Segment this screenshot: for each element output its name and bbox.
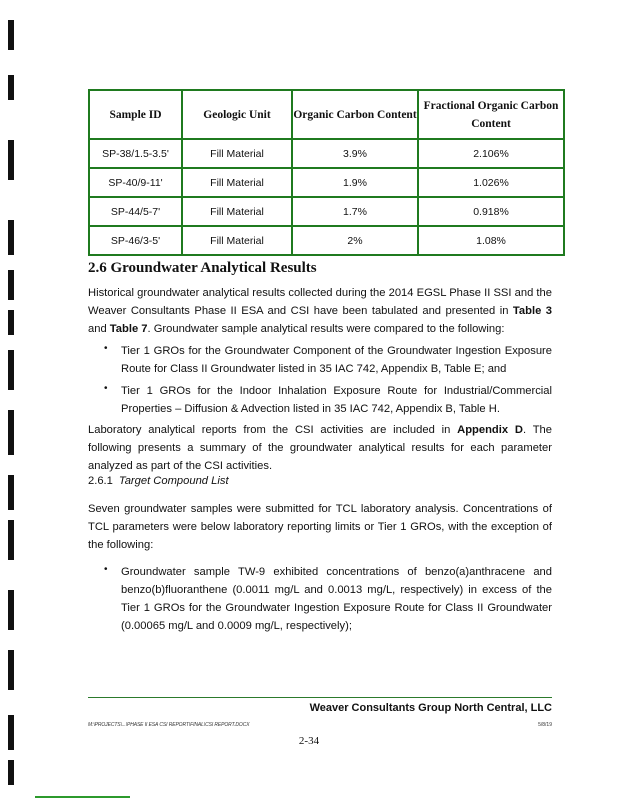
- paragraph-intro: [88, 284, 552, 338]
- cell: 2%: [292, 226, 418, 255]
- scan-mark: [8, 760, 14, 785]
- col-header: Organic Carbon Content: [292, 90, 418, 139]
- bullet-icon: •: [104, 343, 108, 354]
- cell: Fill Material: [182, 226, 292, 255]
- scan-mark: [8, 140, 14, 180]
- cell: SP-40/9-11': [89, 168, 182, 197]
- appendix-ref: Appendix D: [457, 424, 523, 436]
- col-header: Fractional Organic Carbon Content: [418, 90, 564, 139]
- paragraph-tcl: Seven groundwater samples were submitted for TCL laboratory analysis. Concentrations of TCL parameters were below laboratory reporting limits or Tier 1 GROs, with the exception of the following:: [88, 503, 552, 551]
- cell: 2.106%: [418, 139, 564, 168]
- cell: 0.918%: [418, 197, 564, 226]
- scan-mark: [8, 220, 14, 255]
- table-row: [89, 226, 564, 255]
- cell: 1.08%: [418, 226, 564, 255]
- cell: 1.026%: [418, 168, 564, 197]
- text: . The following presents a summary of the groundwater analytical results for each parameter analyzed as part of the CSI activities.: [88, 424, 552, 472]
- scan-edge-line: [35, 796, 130, 798]
- table-header-row: [89, 90, 564, 139]
- scan-mark: [8, 350, 14, 390]
- scan-mark: [8, 310, 14, 335]
- cell: Fill Material: [182, 168, 292, 197]
- text: . Groundwater sample analytical results were compared to the following:: [147, 323, 505, 335]
- scan-mark: [8, 270, 14, 300]
- footer-divider: [88, 697, 552, 698]
- col-header: Sample ID: [89, 90, 182, 139]
- cell: SP-44/5-7': [89, 197, 182, 226]
- footer-company: Weaver Consultants Group North Central, LLC: [309, 702, 552, 714]
- scan-mark: [8, 520, 14, 560]
- bullet-icon: •: [104, 383, 108, 394]
- cell: Fill Material: [182, 197, 292, 226]
- list-item: Tier 1 GROs for the Groundwater Component of the Groundwater Ingestion Exposure Route for Class II Groundwater listed in 35 IAC 742, Appendix B, Table E; and: [121, 345, 552, 375]
- bullet-icon: •: [104, 564, 108, 575]
- subsection-number: 2.6.1: [88, 475, 113, 487]
- footer-file-path: M:\PROJECTS\...\PHASE II ESA CSI REPORT\FINAL\CSI REPORT.DOCX: [88, 722, 250, 728]
- paragraph-lab-reports: [88, 421, 552, 475]
- scan-mark: [8, 475, 14, 510]
- subsection-heading: [88, 475, 229, 487]
- subsection-title: Target Compound List: [118, 475, 229, 487]
- table-row: [89, 168, 564, 197]
- scan-mark: [8, 590, 14, 630]
- table-row: [89, 197, 564, 226]
- footer-date: 5/8/19: [538, 722, 552, 728]
- text: Historical groundwater analytical results collected during the 2014 EGSL Phase II SSI and the Weaver Consultants Phase II ESA and CSI have been tabulated and presented in: [88, 287, 552, 317]
- table-ref: Table 3: [512, 305, 553, 317]
- scan-mark: [8, 20, 14, 50]
- table-row: [89, 139, 564, 168]
- list-item: Groundwater sample TW-9 exhibited concentrations of benzo(a)anthracene and benzo(b)fluoranthene (0.0011 mg/L and 0.0013 mg/L, respectively) in excess of the Tier 1 GROs for the Groundwater Ingestion Exposure Route for Class II Groundwater (0.00065 mg/L and 0.0009 mg/L, respectively);: [121, 566, 552, 632]
- cell: SP-38/1.5-3.5': [89, 139, 182, 168]
- cell: SP-46/3-5': [89, 226, 182, 255]
- section-heading: 2.6 Groundwater Analytical Results: [88, 260, 317, 276]
- col-header: Geologic Unit: [182, 90, 292, 139]
- scan-mark: [8, 75, 14, 100]
- list-item: Tier 1 GROs for the Indoor Inhalation Exposure Route for Industrial/Commercial Properties – Diffusion & Advection listed in 35 IAC 742, Appendix B, Table H.: [121, 385, 552, 415]
- text: and: [88, 323, 110, 335]
- organic-carbon-table: [88, 89, 565, 256]
- page-number: 2-34: [298, 735, 320, 747]
- text: Laboratory analytical reports from the CSI activities are included in: [88, 424, 458, 436]
- cell: Fill Material: [182, 139, 292, 168]
- table-ref: Table 7: [109, 323, 148, 335]
- scan-mark: [8, 410, 14, 455]
- cell: 1.9%: [292, 168, 418, 197]
- cell: 1.7%: [292, 197, 418, 226]
- cell: 3.9%: [292, 139, 418, 168]
- scan-mark: [8, 650, 14, 690]
